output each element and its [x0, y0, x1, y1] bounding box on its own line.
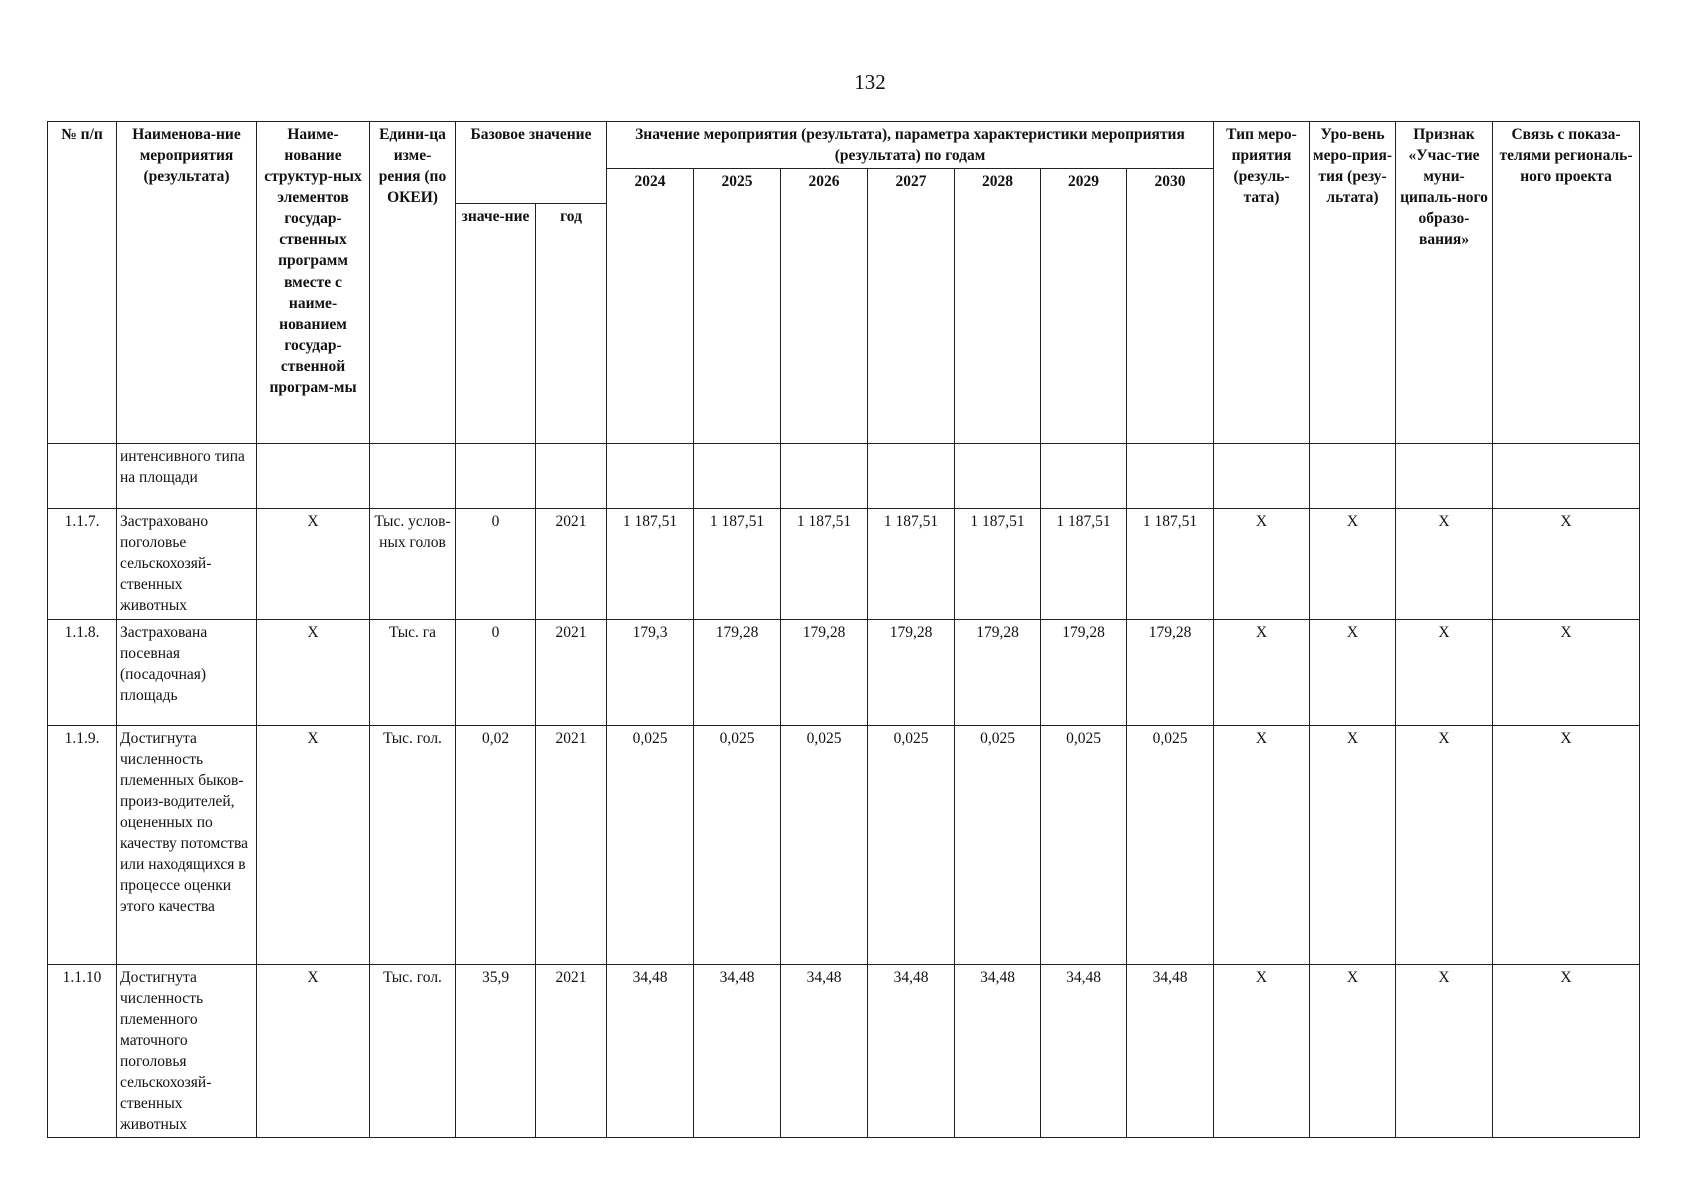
- row-struct: X: [257, 725, 370, 964]
- row-level: X: [1310, 725, 1396, 964]
- row-base-value: 0: [456, 619, 536, 725]
- row-value-2029: 34,48: [1041, 964, 1127, 1138]
- row-value-2026: 1 187,51: [781, 509, 868, 619]
- row-value-2025: 0,025: [694, 725, 781, 964]
- row-value-2030: 34,48: [1127, 964, 1214, 1138]
- table-row: [48, 509, 1640, 619]
- row-link: X: [1493, 619, 1640, 725]
- row-municipal: X: [1396, 619, 1493, 725]
- row-value-2027: 0,025: [868, 725, 955, 964]
- header-base-value: значе-ние: [456, 204, 536, 444]
- row-base-year: 2021: [536, 964, 607, 1138]
- header-year-2025: 2025: [694, 169, 781, 444]
- row-municipal: X: [1396, 964, 1493, 1138]
- table-row-continuation: [48, 444, 1640, 509]
- row-unit: Тыс. гол.: [370, 964, 456, 1138]
- header-type: Тип меро-приятия (резуль-тата): [1214, 122, 1310, 444]
- header-num: № п/п: [48, 122, 117, 444]
- header-year-2027: 2027: [868, 169, 955, 444]
- header-year-2026: 2026: [781, 169, 868, 444]
- row-value-2026: 179,28: [781, 619, 868, 725]
- header-struct: Наиме-нование структур-ных элементов государ-ственных программ вместе с наиме-нованием государ-ственной програм-мы: [257, 122, 370, 444]
- row-name: интенсивного типа на площади: [117, 444, 257, 509]
- row-link: X: [1493, 725, 1640, 964]
- row-municipal: X: [1396, 725, 1493, 964]
- row-name: Достигнута численность племенных быков-произ-водителей, оцененных по качеству потомства или находящихся в процессе оценки этого качества: [117, 725, 257, 964]
- header-base-year: год: [536, 204, 607, 444]
- row-value-2025: 34,48: [694, 964, 781, 1138]
- header-name: Наименова-ние мероприятия (результата): [117, 122, 257, 444]
- row-num: 1.1.8.: [48, 619, 117, 725]
- row-num: 1.1.9.: [48, 725, 117, 964]
- row-level: X: [1310, 964, 1396, 1138]
- page-number: 132: [854, 70, 886, 94]
- row-level: X: [1310, 619, 1396, 725]
- row-value-2030: 0,025: [1127, 725, 1214, 964]
- header-link: Связь с показа-телями региональ-ного проекта: [1493, 122, 1640, 444]
- header-year-2028: 2028: [955, 169, 1041, 444]
- row-struct: X: [257, 619, 370, 725]
- row-num: 1.1.10: [48, 964, 117, 1138]
- header-year-2029: 2029: [1041, 169, 1127, 444]
- row-value-2030: 1 187,51: [1127, 509, 1214, 619]
- table-row: [48, 964, 1640, 1138]
- measures-table: [47, 121, 1640, 1138]
- row-name: Достигнута численность племенного маточного поголовья сельскохозяй-ственных животных: [117, 964, 257, 1138]
- table-row: [48, 725, 1640, 964]
- row-num: 1.1.7.: [48, 509, 117, 619]
- row-value-2024: 34,48: [607, 964, 694, 1138]
- header-year-2030: 2030: [1127, 169, 1214, 444]
- row-value-2029: 0,025: [1041, 725, 1127, 964]
- row-value-2024: 1 187,51: [607, 509, 694, 619]
- row-value-2024: 179,3: [607, 619, 694, 725]
- row-value-2028: 34,48: [955, 964, 1041, 1138]
- header-year-2024: 2024: [607, 169, 694, 444]
- row-value-2027: 1 187,51: [868, 509, 955, 619]
- row-struct: X: [257, 509, 370, 619]
- row-base-value: 35,9: [456, 964, 536, 1138]
- row-value-2028: 1 187,51: [955, 509, 1041, 619]
- row-type: X: [1214, 619, 1310, 725]
- header-level: Уро-вень меро-прия-тия (резу-льтата): [1310, 122, 1396, 444]
- row-value-2024: 0,025: [607, 725, 694, 964]
- row-value-2029: 179,28: [1041, 619, 1127, 725]
- row-value-2029: 1 187,51: [1041, 509, 1127, 619]
- header-municipal: Признак «Учас-тие муни-ципаль-ного образо-вания»: [1396, 122, 1493, 444]
- row-base-value: 0,02: [456, 725, 536, 964]
- row-struct: X: [257, 964, 370, 1138]
- row-link: X: [1493, 509, 1640, 619]
- row-value-2028: 0,025: [955, 725, 1041, 964]
- row-type: X: [1214, 509, 1310, 619]
- table-row: [48, 619, 1640, 725]
- row-value-2026: 0,025: [781, 725, 868, 964]
- row-value-2027: 179,28: [868, 619, 955, 725]
- row-value-2025: 1 187,51: [694, 509, 781, 619]
- row-type: X: [1214, 725, 1310, 964]
- row-unit: Тыс. гол.: [370, 725, 456, 964]
- row-base-year: 2021: [536, 725, 607, 964]
- row-type: X: [1214, 964, 1310, 1138]
- row-base-year: 2021: [536, 619, 607, 725]
- row-value-2028: 179,28: [955, 619, 1041, 725]
- row-value-2025: 179,28: [694, 619, 781, 725]
- row-value-2027: 34,48: [868, 964, 955, 1138]
- row-link: X: [1493, 964, 1640, 1138]
- row-base-value: 0: [456, 509, 536, 619]
- row-value-2026: 34,48: [781, 964, 868, 1138]
- row-name: Застрахована посевная (посадочная) площадь: [117, 619, 257, 725]
- row-municipal: X: [1396, 509, 1493, 619]
- row-unit: Тыс. га: [370, 619, 456, 725]
- header-base: Базовое значение: [456, 122, 607, 204]
- header-unit: Едини-ца изме-рения (по ОКЕИ): [370, 122, 456, 444]
- row-level: X: [1310, 509, 1396, 619]
- header-years-group: Значение мероприятия (результата), параметра характеристики мероприятия (результата) по годам: [607, 122, 1214, 169]
- row-value-2030: 179,28: [1127, 619, 1214, 725]
- row-base-year: 2021: [536, 509, 607, 619]
- row-unit: Тыс. услов-ных голов: [370, 509, 456, 619]
- row-name: Застраховано поголовье сельскохозяй-ственных животных: [117, 509, 257, 619]
